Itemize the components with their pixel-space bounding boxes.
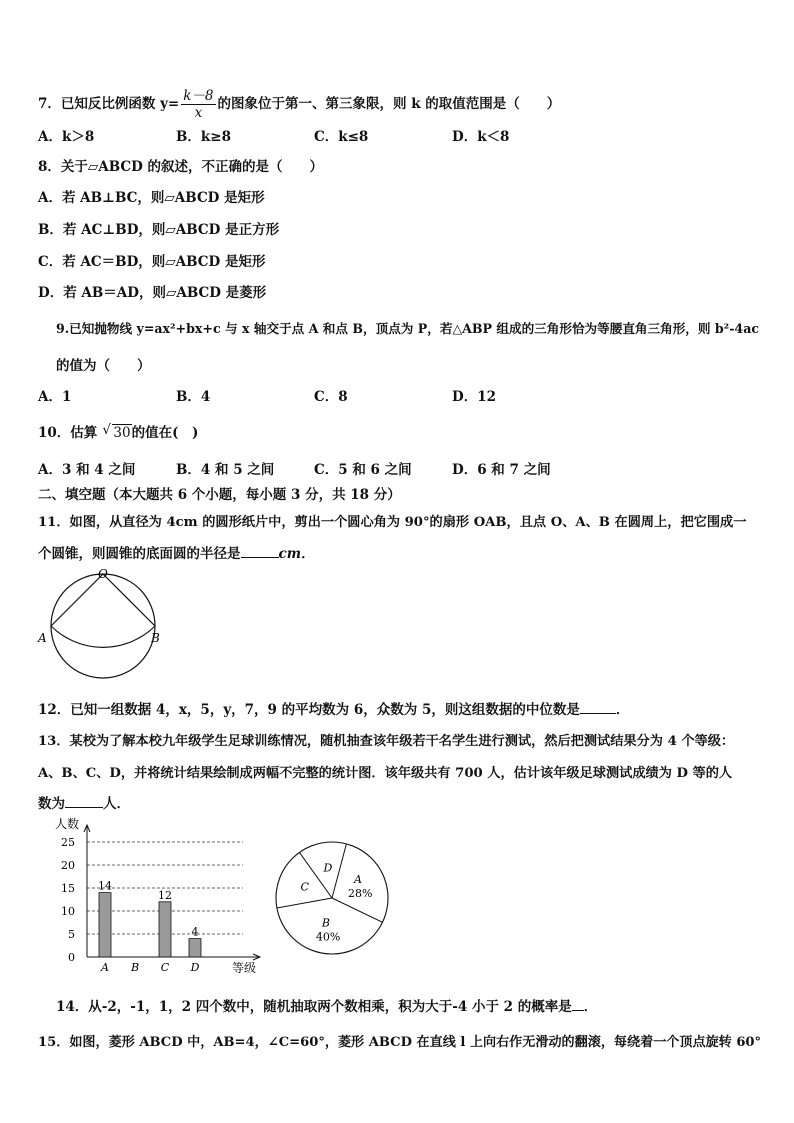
q13-line3-a: 数为 xyxy=(38,796,65,812)
q7-option-a: A．k＞8 xyxy=(38,129,95,145)
section-2-heading: 二、填空题（本大题共 6 个小题，每小题 3 分，共 18 分） xyxy=(38,487,401,503)
q12-end: ． xyxy=(615,702,630,718)
bar-A xyxy=(99,893,111,957)
q13-line1: 13．某校为了解本校九年级学生足球训练情况，随机抽查该年级若干名学生进行测试，然后把测试结果分为 4 个等级： xyxy=(38,734,735,749)
bar-chart-xlabel: 等级 xyxy=(232,961,257,975)
q9-option-b: B．4 xyxy=(176,389,211,405)
q7-option-b: B．k≥8 xyxy=(176,129,231,145)
bar-chart-ytick-label: 10 xyxy=(61,905,75,918)
pie-slice-label-B: B xyxy=(321,916,330,930)
q13-answer-blank xyxy=(65,807,103,808)
q11-circle xyxy=(51,574,155,678)
q10-suffix: 的值在( ) xyxy=(131,425,199,441)
pie-slice-label-C: C xyxy=(300,880,309,894)
q10-option-b: B．4 和 5 之间 xyxy=(176,462,275,478)
q10-option-d: D．6 和 7 之间 xyxy=(452,462,551,478)
q7-suffix: 的图象位于第一、第三象限，则 k 的取值范围是（ ） xyxy=(217,96,561,113)
q11-sector-arc xyxy=(51,626,155,647)
pie-slice-percent-B: 40% xyxy=(315,930,341,944)
q9-line1: 9.已知抛物线 y=ax²+bx+c 与 x 轴交于点 A 和点 B，顶点为 P，若△ABP 组成的三角形恰为等腰直角三角形，则 b²-4ac xyxy=(56,321,760,336)
bar-data-label-C: 12 xyxy=(158,888,172,902)
q8-stem: 8．关于▱ABCD 的叙述，不正确的是（ ） xyxy=(38,159,324,175)
bar-chart-ytick-label: 0 xyxy=(68,951,75,964)
q10-radical: √ 30 xyxy=(112,424,131,441)
q10-prefix: 10．估算 xyxy=(38,425,98,441)
q8-option-c: C．若 AC＝BD，则▱ABCD 是矩形 xyxy=(38,254,266,270)
q11-label-b: B xyxy=(151,631,160,645)
q13-line3 xyxy=(38,792,130,812)
q11-radius-oa xyxy=(51,574,103,626)
q9-option-a: A．1 xyxy=(38,389,72,405)
q13-line2: A、B、C、D，并将统计结果绘制成两幅不完整的统计图．该年级共有 700 人，估计该年级足球测试成绩为 D 等的人 xyxy=(38,766,733,781)
bar-data-label-D: 4 xyxy=(191,925,199,939)
bar-data-label-A: 14 xyxy=(98,879,112,893)
q7-stem xyxy=(38,88,560,121)
q14-end: ． xyxy=(583,999,598,1015)
q9-option-d: D．12 xyxy=(452,389,496,405)
q11-line2 xyxy=(38,542,315,562)
q11-label-o: O xyxy=(98,567,108,581)
q10-stem xyxy=(38,421,198,441)
q11-line1: 11．如图，从直径为 4cm 的圆形纸片中，剪出一个圆心角为 90°的扇形 OAB，且点 O、A、B 在圆周上，把它围成一 xyxy=(38,515,747,530)
q7-prefix: 7．已知反比例函数 y= xyxy=(38,96,180,113)
bar-chart-ytick-label: 20 xyxy=(61,859,75,872)
bar-chart-ytick-label: 25 xyxy=(61,836,75,849)
q9-option-c: C．8 xyxy=(314,389,348,405)
q10-option-c: C．5 和 6 之间 xyxy=(314,462,412,478)
bar-chart-category-label: B xyxy=(130,961,140,974)
bar-chart-category-label: C xyxy=(160,961,170,974)
bar-chart-category-label: A xyxy=(101,961,109,974)
pie-slice-label-D: D xyxy=(323,861,333,875)
q7-option-d: D．k＜8 xyxy=(452,129,510,145)
bar-chart-category-label: D xyxy=(190,961,200,974)
q13-bar-chart xyxy=(55,812,270,977)
q11-radius-ob xyxy=(103,574,155,626)
q11-answer-blank xyxy=(241,557,279,558)
bar-chart-ytick-label: 5 xyxy=(68,928,75,941)
pie-slice-label-A: A xyxy=(353,873,362,887)
q11-line2-b: cm． xyxy=(278,546,315,562)
bar-chart-ytick-label: 15 xyxy=(61,882,75,895)
q8-option-a: A．若 AB⊥BC，则▱ABCD 是矩形 xyxy=(38,190,265,206)
q12-stem xyxy=(38,698,629,718)
q14-answer-blank xyxy=(572,1010,584,1011)
q7-fraction xyxy=(181,88,215,121)
q7-option-c: C．k≤8 xyxy=(314,129,369,145)
q7-frac-denominator: x xyxy=(194,105,203,122)
q11-figure xyxy=(30,566,170,686)
q11-line2-a: 个圆锥，则圆锥的底面圆的半径是 xyxy=(38,546,241,562)
q13-pie-chart xyxy=(272,838,397,963)
q8-option-b: B．若 AC⊥BD，则▱ABCD 是正方形 xyxy=(38,222,280,238)
q9-line2: 的值为（ ） xyxy=(56,358,151,374)
q12-text: 12．已知一组数据 4，x，5，y，7，9 的平均数为 6，众数为 5，则这组数据的中位数是 xyxy=(38,702,580,718)
q8-option-d: D．若 AB＝AD，则▱ABCD 是菱形 xyxy=(38,285,267,301)
pie-slice-percent-A: 28% xyxy=(347,887,373,901)
q14-stem xyxy=(56,995,597,1015)
q15-stem: 15．如图，菱形 ABCD 中，AB=4，∠C=60°，菱形 ABCD 在直线 l 上向右作无滑动的翻滚，每绕着一个顶点旋转 60° xyxy=(38,1035,762,1050)
q7-frac-numerator: k－8 xyxy=(183,88,214,104)
q10-option-a: A．3 和 4 之间 xyxy=(38,462,136,478)
q13-line3-b: 人． xyxy=(103,796,130,812)
bar-C xyxy=(159,902,171,957)
bar-chart-ylabel: 人数 xyxy=(55,817,80,831)
q12-answer-blank xyxy=(580,713,616,714)
q14-text: 14．从-2，-1，1，2 四个数中，随机抽取两个数相乘，积为大于-4 小于 2 的概率是 xyxy=(56,999,572,1015)
bar-D xyxy=(189,939,201,957)
q11-label-a: A xyxy=(38,631,47,645)
